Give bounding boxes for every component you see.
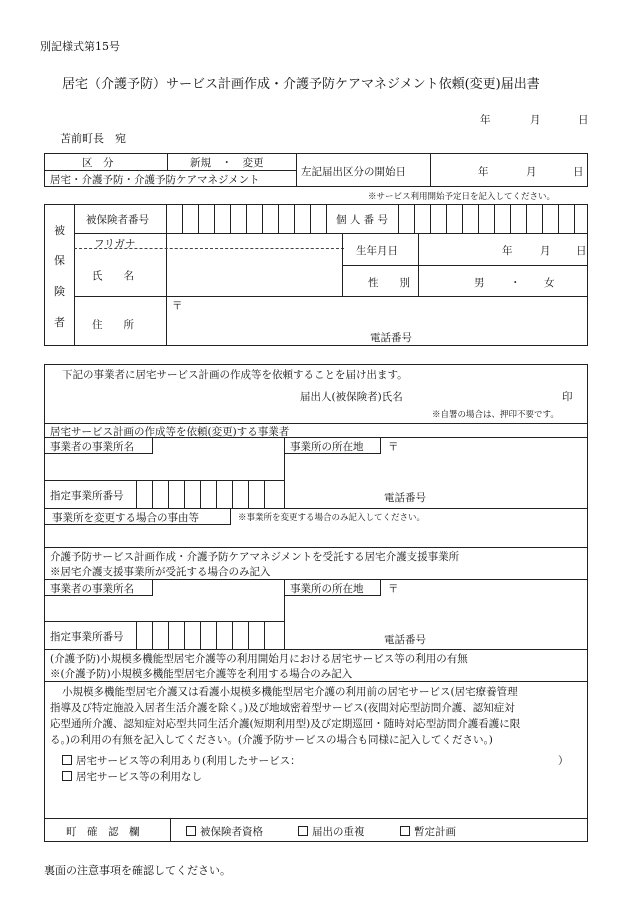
office-name-label: 事業者の事業所名 [50,441,134,453]
page-title: 居宅（介護予防）サービス計画作成・介護予防ケアマネジメント依頼(変更)届出書 [62,77,540,92]
sex-label: 性 別 [368,277,410,289]
date-month: 月 [530,114,541,126]
support-title: 介護予防サービス計画作成・介護予防ケアマネジメントを受託する居宅介護支援事業所 [50,551,460,563]
birth-day: 日 [576,245,587,257]
date-day: 日 [578,114,589,126]
form-number: 別記様式第15号 [40,40,120,53]
checkbox-icon[interactable] [62,771,72,781]
insured-side-2: 保 [54,254,65,267]
office-address-postal: 〒 [388,441,399,453]
small-scale-title: (介護予防)小規模多機能型居宅介護等の利用開始月における居宅サービス等の利用の有無 [50,653,468,665]
addressee: 苫前町長 宛 [60,132,126,145]
small-scale-para-4: る。)の利用の有無を記入してください。(介護予防サービスの場合も同様に記入してください。) [50,734,493,746]
insured-side-1: 被 [54,224,65,237]
small-scale-para-2: 指導及び特定施設入居者生活介護を除く。)及び地域密着型サービス(夜間対応型訪問介護、認知症対 [50,702,515,714]
support-office-address-label: 事業所の所在地 [290,583,364,595]
sex-female[interactable]: 女 [544,277,555,289]
start-date-note: ※サービス利用開始予定日を記入してください。 [368,192,556,202]
applicant-label: 届出人(被保険者)氏名 [300,391,403,403]
town-opt-provisional[interactable]: 暫定計画 [400,824,456,839]
insured-side-3: 険 [54,285,65,298]
seal-note: ※自署の場合は、押印不要です。 [432,410,559,420]
date-year: 年 [480,114,491,126]
town-opt-duplicate[interactable]: 届出の重複 [298,824,365,839]
start-year: 年 [478,166,489,178]
support-note: ※居宅介護支援事業所が受託する場合のみ記入 [50,566,271,578]
personal-number-label: 個 人 番 号 [336,214,389,226]
change-reason-label: 事業所を変更する場合の事由等 [52,512,199,524]
name-label: 氏 名 [92,270,134,282]
option-service-not-used[interactable]: 居宅サービス等の利用なし [62,769,202,784]
address-phone: 電話番号 [370,332,412,344]
start-date-label: 左記届出区分の開始日 [301,166,406,178]
start-day: 日 [573,166,584,178]
checkbox-icon[interactable] [62,755,72,765]
birth-label: 生年月日 [356,245,398,257]
change-reason-note: ※事業所を変更する場合のみ記入してください。 [238,513,426,523]
checkbox-icon[interactable] [298,826,308,836]
option-service-used[interactable]: 居宅サービス等の利用あり(利用したサービス： [62,753,301,768]
office-address-label: 事業所の所在地 [290,441,364,453]
small-scale-para-3: 応型通所介護、認知症対応型共同生活介護(短期利用型)及び定期巡回・随時対応型訪問介護看護に限 [50,718,521,730]
option-service-used-close: ） [558,755,569,767]
support-office-number-label: 指定事業所番号 [50,631,124,643]
footer-note: 裏面の注意事項を確認してください。 [44,864,231,877]
support-office-name-label: 事業者の事業所名 [50,583,134,595]
insured-side-4: 者 [54,316,65,329]
insured-number-label: 被保険者番号 [86,214,149,226]
sex-dot: ・ [510,277,521,289]
town-confirmation-label: 町 確 認 欄 [66,826,140,838]
address-label: 住 所 [92,319,134,331]
birth-year: 年 [502,245,513,257]
division-kind[interactable]: 居宅・介護予防・介護予防ケアマネジメント [50,174,260,186]
support-office-postal: 〒 [388,583,399,595]
request-statement: 下記の事業者に居宅サービス計画の作成等を依頼することを届け出ます。 [62,369,408,381]
office-phone-label: 電話番号 [384,492,426,504]
checkbox-icon[interactable] [400,826,410,836]
support-phone-label: 電話番号 [384,634,426,646]
seal-mark: 印 [562,391,573,403]
birth-month: 月 [540,245,551,257]
town-opt-qualification[interactable]: 被保険者資格 [186,824,263,839]
start-month: 月 [526,166,537,178]
address-postal: 〒 [172,300,183,312]
checkbox-icon[interactable] [186,826,196,836]
request-section-title: 居宅サービス計画の作成等を依頼(変更)する事業者 [50,426,290,438]
office-number-label: 指定事業所番号 [50,490,124,502]
division-new-change[interactable]: 新規 ・ 変更 [190,157,264,169]
small-scale-para-1: 小規模多機能型居宅介護又は看護小規模多機能型居宅介護の利用前の居宅サービス(居宅療養管理 [62,686,518,698]
division-label: 区 分 [82,157,114,169]
small-scale-note: ※(介護予防)小規模多機能型居宅介護等を利用する場合のみ記入 [50,668,353,680]
sex-male[interactable]: 男 [474,277,485,289]
furigana-label: フリガナ [94,238,136,250]
